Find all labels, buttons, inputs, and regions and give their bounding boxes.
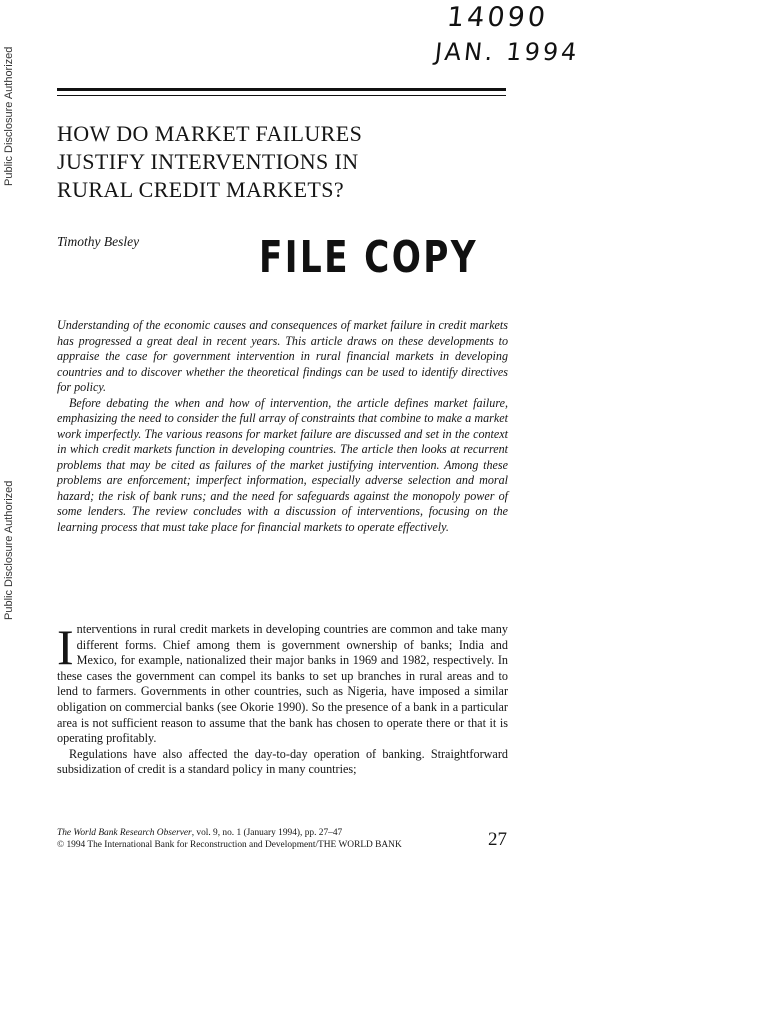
citation-details: , vol. 9, no. 1 (January 1994), pp. 27–47	[191, 828, 343, 838]
page-footer	[57, 827, 508, 851]
title-line: HOW DO MARKET FAILURES	[57, 121, 363, 146]
title-line: JUSTIFY INTERVENTIONS IN	[57, 149, 359, 174]
header-rule-thick	[57, 88, 506, 91]
article-author: Timothy Besley	[57, 234, 140, 249]
header-rule-thin	[57, 95, 506, 96]
body-paragraph: Regulations have also affected the day-to-day operation of banking. Straightforward subsidization of credit is a standard policy in many countries;	[57, 746, 508, 777]
abstract-paragraph: Understanding of the economic causes and consequences of market failure in credit markets has progressed a great deal in recent years. This article draws on these developments to appraise the case for government intervention in rural financial markets in developing countries and to discover whether the theoretical findings can be used to identify directives for policy.	[57, 318, 508, 394]
article-title	[57, 120, 507, 204]
journal-name: The World Bank Research Observer	[57, 828, 192, 838]
citation-line	[57, 827, 508, 839]
disclosure-watermark-top	[0, 0, 22, 200]
file-copy-stamp: FILE COPY	[259, 232, 478, 283]
page-number: 27	[488, 829, 507, 850]
disclosure-label-bottom: Public Disclosure Authorized	[3, 480, 15, 620]
title-line: RURAL CREDIT MARKETS?	[57, 177, 345, 202]
body-paragraph	[57, 619, 508, 747]
article-body	[57, 619, 508, 778]
body-paragraph-text: nterventions in rural credit markets in developing countries are common and take many different forms. Chief among them is government ownership of banks; India and Mexico, for example, nationalized their major banks in 1969 and 1982, respectively. In these cases the government can compel its banks to set up branches in rural areas and to lend to farmers. Governments in other countries, such as Nigeria, have imposed a similar obligation on commercial banks (see Okorie 1990). So the presence of a bank in a particular area is not sufficient reason to assume that the bank has chosen to operate there or that it is operating profitably.	[57, 622, 508, 746]
disclosure-watermark-bottom	[0, 440, 22, 640]
article-abstract	[57, 318, 508, 535]
handwritten-number: 14090	[445, 2, 550, 33]
disclosure-label-top: Public Disclosure Authorized	[3, 46, 15, 186]
drop-cap: I	[57, 619, 74, 675]
abstract-paragraph: Before debating the when and how of intervention, the article defines market failure, emphasizing the need to consider the full array of constraints that combine to make a market work imperfectly. The various reasons for market failure are discussed and set in the context in which credit markets function in developing countries. The article then looks at recurrent problems that may be cited as failures of the market justifying intervention. Among these problems are enforcement; imperfect information, especially adverse selection and moral hazard; the risk of bank runs; and the need for safeguards against the monopoly power of some lenders. The review concludes with a discussion of interventions, focusing on the learning process that must take place for financial markets to operate effectively.	[57, 395, 508, 534]
handwritten-date: JAN. 1994	[433, 38, 581, 66]
copyright-line: © 1994 The International Bank for Reconstruction and Development/THE WORLD BANK	[57, 840, 402, 850]
